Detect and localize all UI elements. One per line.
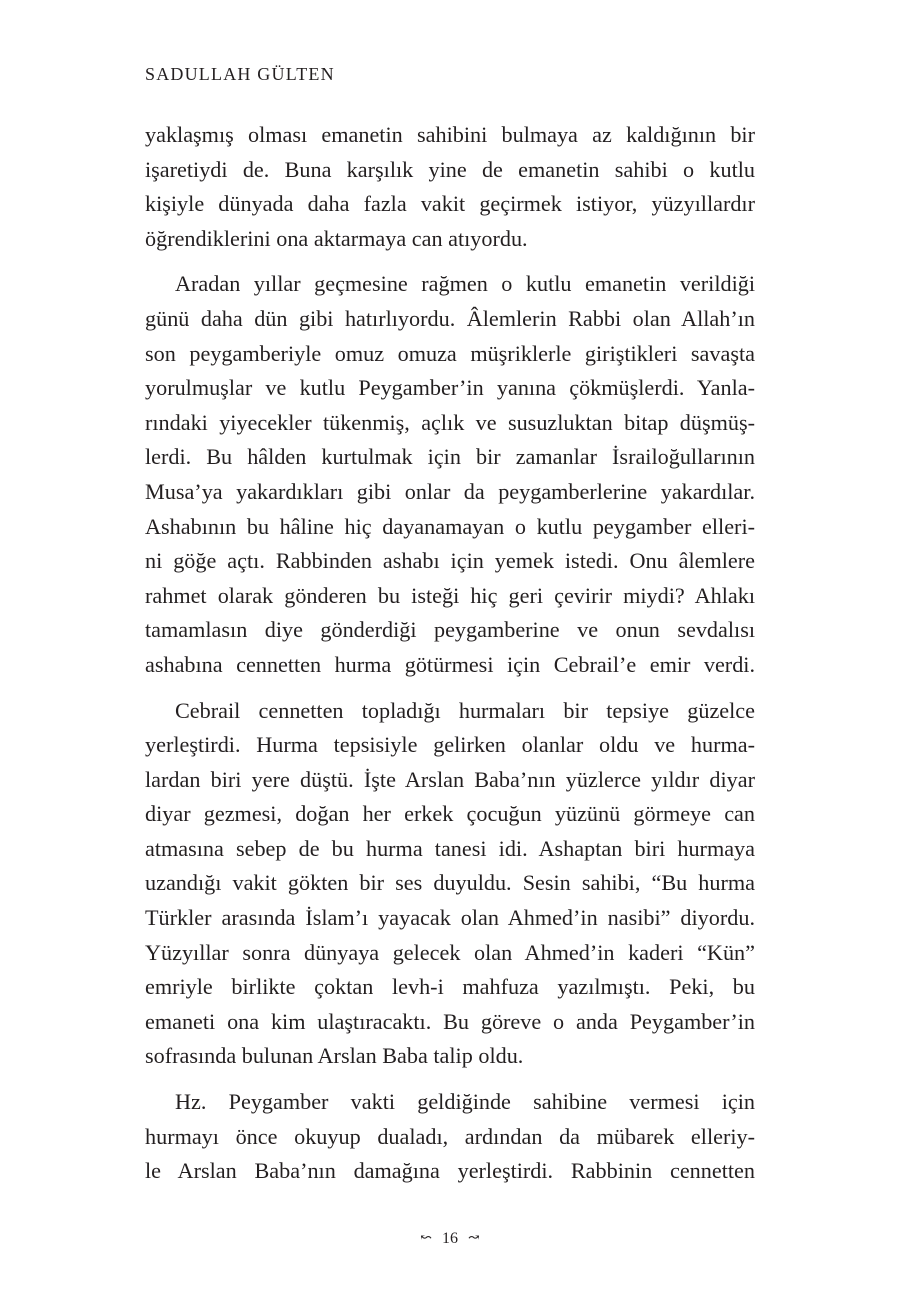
text-line: ashabına cennetten hurma götürmesi için Cebrail’e emir verdi. (145, 651, 755, 677)
text-line: kişiyle dünyada daha fazla vakit geçirmek istiyor, yüzyıllardır (145, 191, 755, 217)
page-number: 16 (442, 1230, 458, 1247)
text-line: tamamlasın diye gönderdiği peygamberine ve onun sevdalısı (145, 617, 755, 643)
text-line: Cebrail cennetten topladığı hurmaları bir tepsiye güzelce (175, 697, 755, 723)
text-line: rahmet olarak gönderen bu isteği hiç geri çevirir miydi? Ahlakı (145, 582, 755, 608)
text-line: son peygamberiyle omuz omuza müşriklerle giriştikleri savaşta (145, 340, 755, 366)
text-line: atmasına sebep de bu hurma tanesi idi. Ashaptan biri hurmaya (145, 835, 755, 861)
text-line: yaklaşmış olması emanetin sahibini bulmaya az kaldığının bir (145, 122, 755, 147)
running-header: SADULLAH GÜLTEN (145, 64, 335, 84)
text-line: yerleştirdi. Hurma tepsisiyle gelirken olanlar oldu ve hurma- (145, 732, 755, 758)
text-line: le Arslan Baba’nın damağına yerleştirdi. Rabbinin cennetten (145, 1158, 755, 1184)
text-line: ni göğe açtı. Rabbinden ashabı için yemek istedi. Onu âlemlere (145, 548, 755, 574)
text-line: yorulmuşlar ve kutlu Peygamber’in yanına çökmüşlerdi. Yanla- (145, 375, 755, 401)
text-line: Türkler arasında İslam’ı yayacak olan Ahmed’in nasibi” diyordu. (145, 905, 755, 931)
text-line: lerdi. Bu hâlden kurtulmak için bir zamanlar İsrailoğullarının (145, 444, 755, 470)
text-line: emaneti ona kim ulaştıracaktı. Bu göreve o anda Peygamber’in (145, 1008, 755, 1034)
paragraph-3 (145, 694, 755, 1075)
left-ornament-icon: ↜ (420, 1231, 432, 1246)
paragraph-4 (145, 1085, 755, 1189)
text-line: günü daha dün gibi hatırlıyordu. Âlemlerin Rabbi olan Allah’ın (145, 305, 755, 331)
text-line: lardan biri yere düştü. İşte Arslan Baba’nın yüzlerce yıldır diyar (145, 766, 755, 792)
page-footer (0, 1228, 900, 1250)
paragraph-1 (145, 118, 755, 256)
text-line: Musa’ya yakardıkları gibi onlar da peygamberlerine yakardılar. (145, 478, 755, 504)
text-line: öğrendiklerini ona aktarmaya can atıyordu. (145, 225, 528, 251)
right-ornament-icon: ↝ (468, 1231, 480, 1246)
paragraph-2 (145, 267, 755, 682)
text-line: diyar gezmesi, doğan her erkek çocuğun yüzünü görmeye can (145, 801, 755, 827)
text-line: hurmayı önce okuyup dualadı, ardından da mübarek elleriy- (145, 1123, 755, 1149)
text-line: uzandığı vakit gökten bir ses duyuldu. Sesin sahibi, “Bu hurma (145, 870, 755, 896)
text-line: Aradan yıllar geçmesine rağmen o kutlu emanetin verildiği (175, 271, 755, 297)
text-line: Ashabının bu hâline hiç dayanamayan o kutlu peygamber elleri- (145, 513, 755, 539)
text-line: rındaki yiyecekler tükenmiş, açlık ve susuzluktan bitap düşmüş- (145, 409, 755, 435)
text-line: emriyle birlikte çoktan levh-i mahfuza yazılmıştı. Peki, bu (145, 974, 755, 1000)
text-line: sofrasında bulunan Arslan Baba talip oldu. (145, 1043, 524, 1069)
body-text (145, 118, 755, 1189)
text-line: Hz. Peygamber vakti geldiğinde sahibine vermesi için (175, 1089, 755, 1115)
text-line: işaretiydi de. Buna karşılık yine de emanetin sahibi o kutlu (145, 156, 755, 182)
text-line: Yüzyıllar sonra dünyaya gelecek olan Ahmed’in kaderi “Kün” (145, 939, 755, 965)
